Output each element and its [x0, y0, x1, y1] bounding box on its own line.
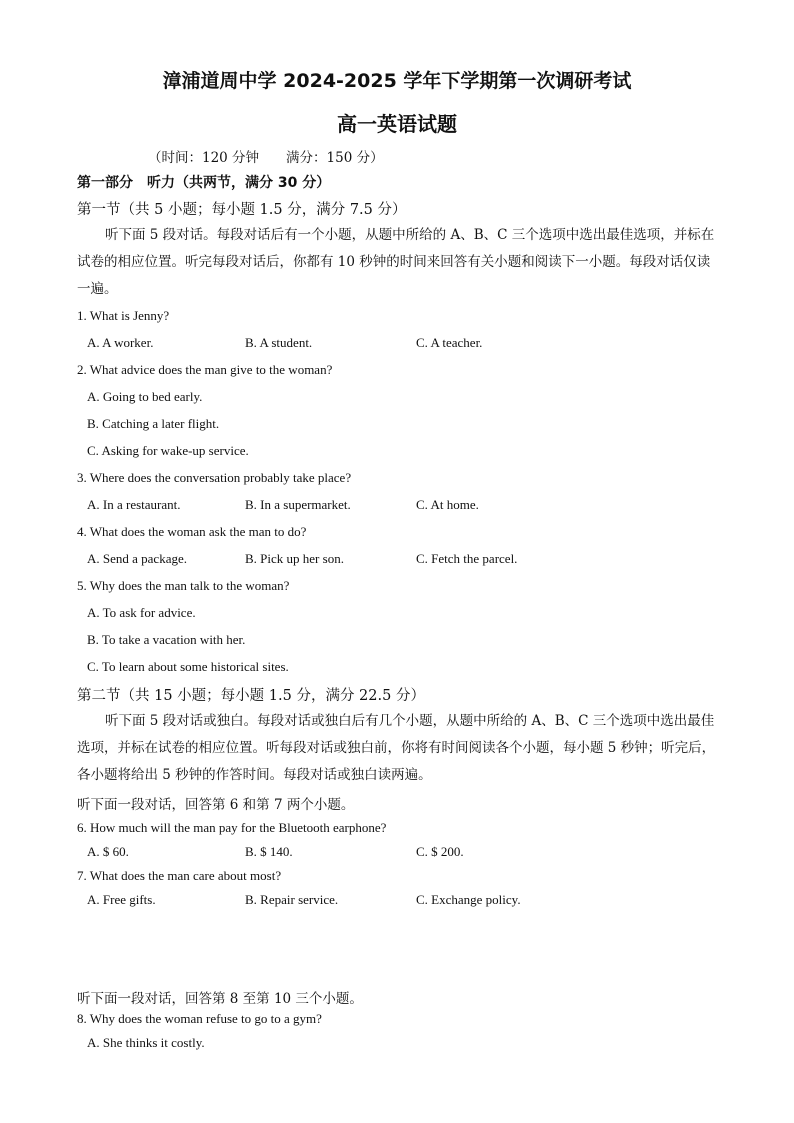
- q2-option-a: A. Going to bed early.: [87, 389, 203, 404]
- q8-option-a: A. She thinks it costly.: [87, 1035, 205, 1050]
- q3-option-a: A. In a restaurant.: [87, 497, 181, 512]
- section2-instructions: 听下面 5 段对话或独白。每段对话或独白后有几个小题，从题中所给的 A、B、C 三个选项中选出最佳选项，并标在试卷的相应位置。听每段对话或独白前，你将有时间阅读各个小题，每小题 5 秒钟；听完后，各小题将给出 5 秒钟的作答时间。每段对话或独白读两遍。: [77, 713, 716, 783]
- q5-option-b: B. To take a vacation with her.: [87, 632, 246, 647]
- q8-stem: 8. Why does the woman refuse to go to a gym?: [77, 1011, 322, 1026]
- q1-option-b: B. A student.: [245, 335, 313, 350]
- part1-heading: 第一部分 听力（共两节，满分 30 分）: [77, 175, 331, 191]
- q5-option-c: C. To learn about some historical sites.: [87, 659, 289, 674]
- q4-option-a: A. Send a package.: [87, 551, 187, 566]
- q4-option-b: B. Pick up her son.: [245, 551, 344, 566]
- q1-option-c: C. A teacher.: [416, 335, 483, 350]
- q6-option-a: A. $ 60.: [87, 844, 129, 859]
- q7-option-c: C. Exchange policy.: [416, 892, 521, 907]
- section2-note-8-10: 听下面一段对话，回答第 8 至第 10 三个小题。: [77, 991, 363, 1007]
- section1-instructions: 听下面 5 段对话。每段对话后有一个小题，从题中所给的 A、B、C 三个选项中选出最佳选项，并标在试卷的相应位置。听完每段对话后，你都有 10 秒钟的时间来回答有关小题和阅读下一小题。每段对话仅读一遍。: [77, 227, 715, 297]
- q7-stem: 7. What does the man care about most?: [77, 868, 282, 883]
- q6-option-c: C. $ 200.: [416, 844, 464, 859]
- q3-stem: 3. Where does the conversation probably take place?: [77, 470, 352, 485]
- q2-option-c: C. Asking for wake-up service.: [87, 443, 249, 458]
- q5-option-a: A. To ask for advice.: [87, 605, 196, 620]
- q5-stem: 5. Why does the man talk to the woman?: [77, 578, 290, 593]
- section1-heading: 第一节（共 5 小题；每小题 1.5 分，满分 7.5 分）: [77, 202, 407, 218]
- time-info: （时间：120 分钟 满分：150 分）: [148, 150, 384, 166]
- q2-stem: 2. What advice does the man give to the woman?: [77, 362, 333, 377]
- q6-option-b: B. $ 140.: [245, 844, 293, 859]
- q1-option-a: A. A worker.: [87, 335, 154, 350]
- q2-option-b: B. Catching a later flight.: [87, 416, 220, 431]
- q7-option-b: B. Repair service.: [245, 892, 339, 907]
- q6-stem: 6. How much will the man pay for the Bluetooth earphone?: [77, 820, 387, 835]
- q4-option-c: C. Fetch the parcel.: [416, 551, 518, 566]
- q3-option-b: B. In a supermarket.: [245, 497, 351, 512]
- section2-heading: 第二节（共 15 小题；每小题 1.5 分，满分 22.5 分）: [77, 688, 425, 704]
- q7-option-a: A. Free gifts.: [87, 892, 156, 907]
- q4-stem: 4. What does the woman ask the man to do?: [77, 524, 307, 539]
- exam-title: 漳浦道周中学 2024-2025 学年下学期第一次调研考试: [162, 70, 632, 92]
- section2-note-6-7: 听下面一段对话，回答第 6 和第 7 两个小题。: [77, 797, 355, 813]
- q1-stem: 1. What is Jenny?: [77, 308, 170, 323]
- q3-option-c: C. At home.: [416, 497, 479, 512]
- exam-subtitle: 高一英语试题: [337, 112, 457, 136]
